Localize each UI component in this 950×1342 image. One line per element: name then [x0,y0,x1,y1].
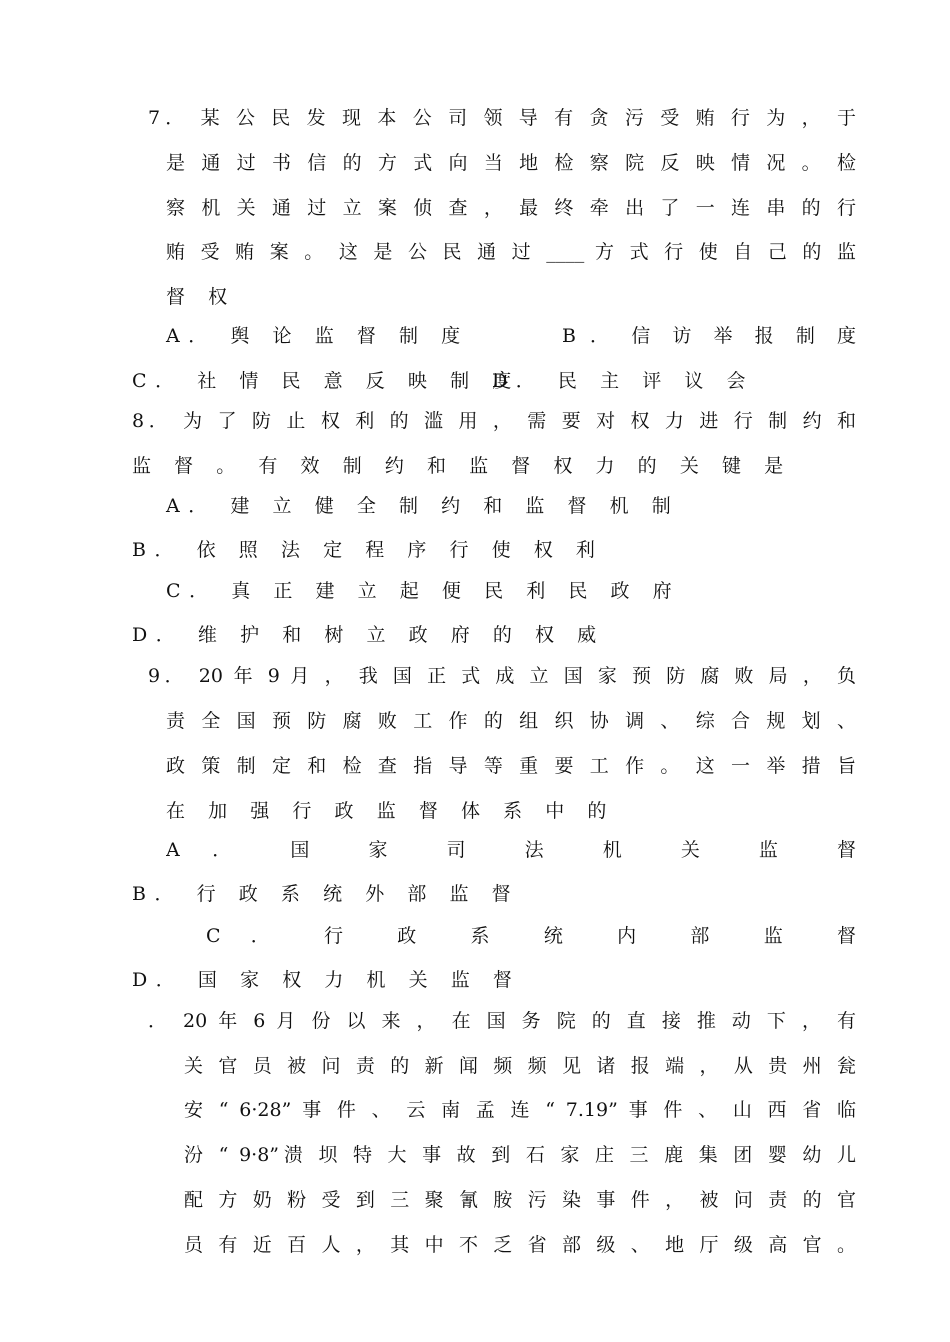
q9-option-a: A ． 国 家 司 法 机 关 监 督 [166,839,856,861]
q8-option-d: D． 维 护 和 树 立 政 府 的 权 威 [132,624,605,646]
q10-line-2: 关 官 员 被 问 责 的 新 闻 频 频 见 诸 报 端 ， 从 贵 州 瓮 [184,1055,856,1077]
q8-option-a: A． 建 立 健 全 制 约 和 监 督 机 制 [166,495,680,517]
q7-line-5: 督 权 [166,286,236,308]
q9-option-d: D． 国 家 权 力 机 关 监 督 [132,969,521,991]
q10-line-3: 安 “ 6·28” 事 件 、 云 南 孟 连 “ 7.19” 事 件 、 山 西 省 临 [184,1099,856,1121]
q9-line-1: 9． 20 年 9 月 ， 我 国 正 式 成 立 国 家 预 防 腐 败 局 ， 负 [148,665,856,687]
q8-line-1: 8． 为 了 防 止 权 利 的 滥 用 ， 需 要 对 权 力 进 行 制 约 和 [132,410,856,432]
q10-line-6: 员 有 近 百 人 ， 其 中 不 乏 省 部 级 、 地 厅 级 高 官 。 [184,1234,856,1256]
q8-option-b: B． 依 照 法 定 程 序 行 使 权 利 [132,539,604,561]
q7-option-a: A． 舆 论 监 督 制 度 [166,325,469,347]
q8-line-2: 监 督 。 有 效 制 约 和 监 督 权 力 的 关 键 是 [132,455,792,477]
q7-line-3: 察 机 关 通 过 立 案 侦 查 ， 最 终 牵 出 了 一 连 串 的 行 [166,197,856,219]
q9-option-b: B． 行 政 系 统 外 部 监 督 [132,883,520,905]
q7-option-c: C． 社 情 民 意 反 映 制 度 [132,370,520,392]
q8-option-c: C． 真 正 建 立 起 便 民 利 民 政 府 [166,580,681,602]
q7-option-d: D． 民 主 评 议 会 [492,370,755,392]
q10-line-4: 汾 “ 9·8”溃 坝 特 大 事 故 到 石 家 庄 三 鹿 集 团 婴 幼 儿 [184,1144,856,1166]
q7-line-1: 7． 某 公 民 发 现 本 公 司 领 导 有 贪 污 受 贿 行 为 ， 于 [148,107,856,129]
q7-line-4: 贿 受 贿 案 。 这 是 公 民 通 过 ____ 方 式 行 使 自 己 的 监 [166,241,856,263]
q9-line-4: 在 加 强 行 政 监 督 体 系 中 的 [166,800,615,822]
q9-line-3: 政 策 制 定 和 检 查 指 导 等 重 要 工 作 。 这 一 举 措 旨 [166,755,856,777]
q10-line-1: ． 20 年 6 月 份 以 来 ， 在 国 务 院 的 直 接 推 动 下 ， 有 [148,1010,856,1032]
q7-option-b: B ． 信 访 举 报 制 度 [562,325,856,347]
q10-line-5: 配 方 奶 粉 受 到 三 聚 氰 胺 污 染 事 件 ， 被 问 责 的 官 [184,1189,856,1211]
q7-line-2: 是 通 过 书 信 的 方 式 向 当 地 检 察 院 反 映 情 况 。 检 [166,152,856,174]
q9-line-2: 责 全 国 预 防 腐 败 工 作 的 组 织 协 调 、 综 合 规 划 、 [166,710,856,732]
q9-option-c: C ． 行 政 系 统 内 部 监 督 [206,925,856,947]
